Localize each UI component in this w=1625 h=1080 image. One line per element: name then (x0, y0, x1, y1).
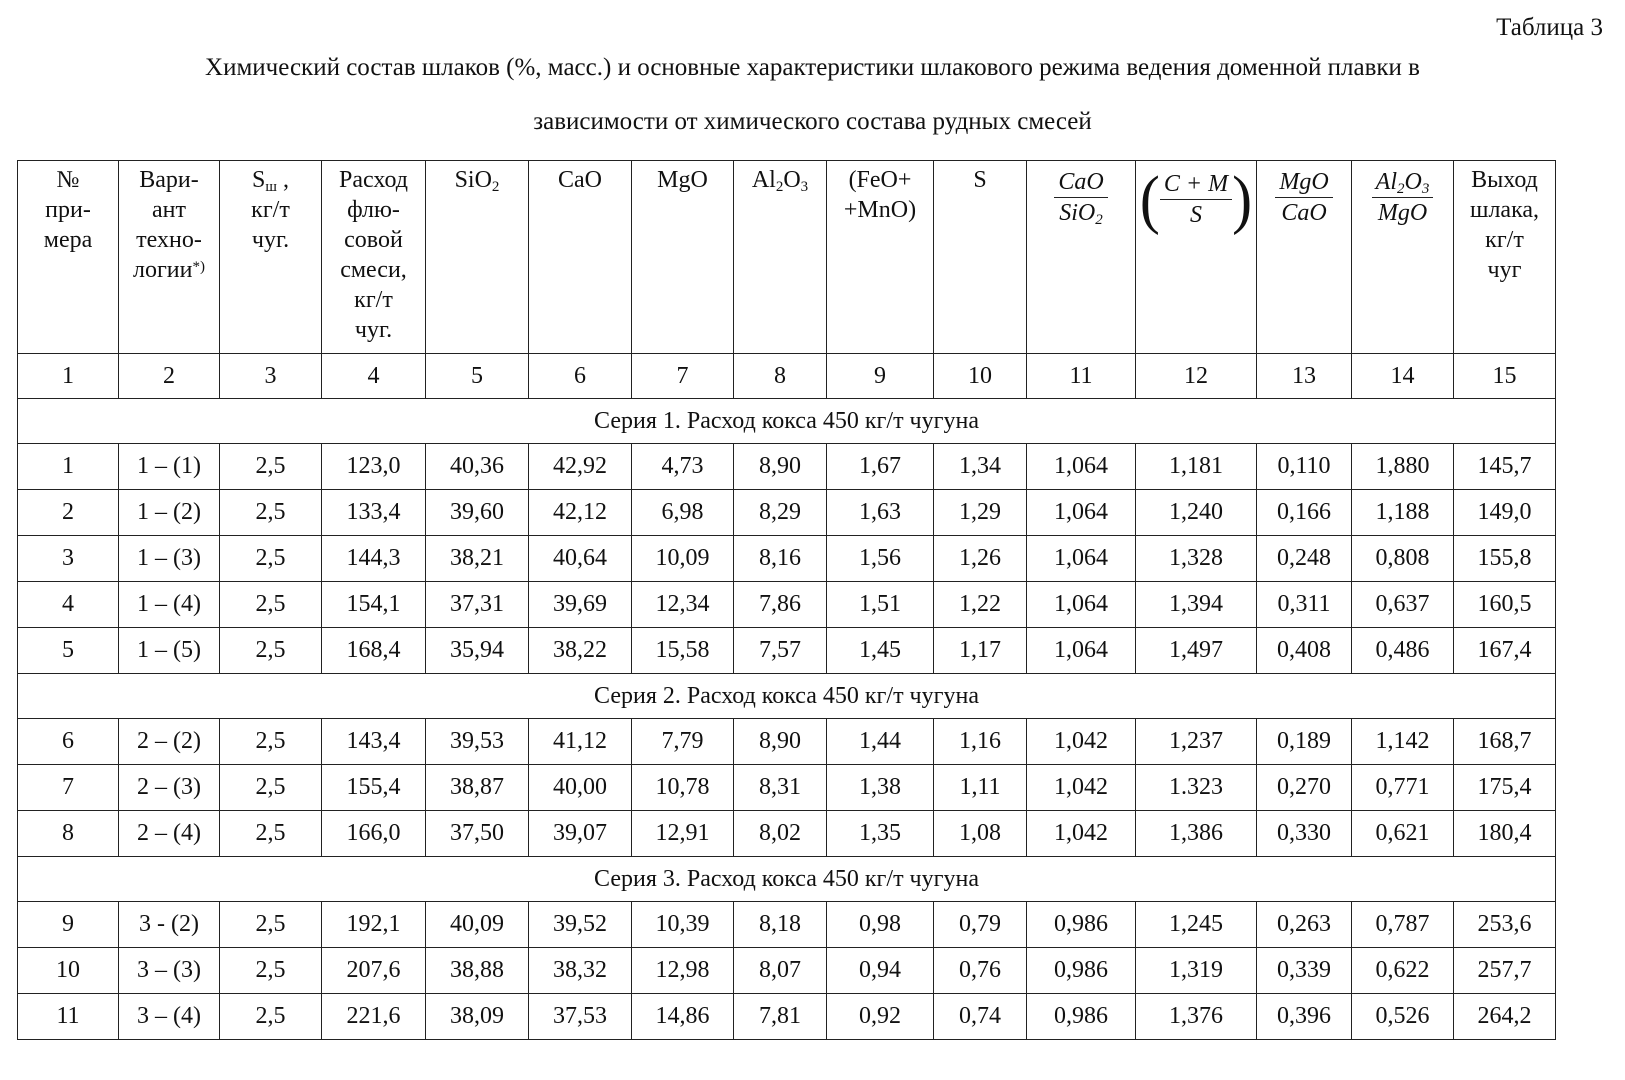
table-cell: 4,73 (632, 444, 734, 490)
table-cell: 7,86 (734, 582, 827, 628)
table-cell: 1,56 (827, 536, 934, 582)
header-flux-consumption: Расход флю- совой смеси, кг/т чуг. (322, 161, 426, 354)
table-cell: 1 (18, 444, 119, 490)
table-row (18, 902, 1556, 948)
series-heading-row (18, 857, 1556, 902)
table-cell: 0,98 (827, 902, 934, 948)
table-cell: 0,311 (1257, 582, 1352, 628)
table-cell: 253,6 (1454, 902, 1556, 948)
table-cell: 1,188 (1352, 490, 1454, 536)
table-cell: 2,5 (220, 719, 322, 765)
header-row (18, 161, 1556, 354)
table-caption-line-1: Химический состав шлаков (%, масс.) и основные характеристики шлакового режима ведения доменной плавки в (205, 54, 1420, 81)
table-cell: 8,02 (734, 811, 827, 857)
table-cell: 1.323 (1136, 765, 1257, 811)
table-cell: 0,189 (1257, 719, 1352, 765)
table-cell: 2 – (4) (119, 811, 220, 857)
column-number-cell: 2 (119, 354, 220, 399)
table-cell: 4 (18, 582, 119, 628)
table-cell: 39,69 (529, 582, 632, 628)
table-cell: 2,5 (220, 536, 322, 582)
series-heading-row (18, 399, 1556, 444)
table-cell: 42,92 (529, 444, 632, 490)
table-cell: 41,12 (529, 719, 632, 765)
table-cell: 3 – (4) (119, 994, 220, 1040)
table-cell: 8,90 (734, 444, 827, 490)
table-cell: 0,526 (1352, 994, 1454, 1040)
table-cell: 1,328 (1136, 536, 1257, 582)
column-number-cell: 15 (1454, 354, 1556, 399)
table-cell: 1 – (1) (119, 444, 220, 490)
column-number-cell: 13 (1257, 354, 1352, 399)
table-cell: 0,396 (1257, 994, 1352, 1040)
table-cell: 37,50 (426, 811, 529, 857)
series-title: Серия 3. Расход кокса 450 кг/т чугуна (18, 857, 1556, 902)
table-cell: 123,0 (322, 444, 426, 490)
series-title: Серия 2. Расход кокса 450 кг/т чугуна (18, 674, 1556, 719)
table-cell: 0,787 (1352, 902, 1454, 948)
table-cell: 2,5 (220, 582, 322, 628)
table-cell: 0,110 (1257, 444, 1352, 490)
table-cell: 38,22 (529, 628, 632, 674)
table-cell: 7,81 (734, 994, 827, 1040)
table-cell: 168,4 (322, 628, 426, 674)
table-cell: 7,57 (734, 628, 827, 674)
table-cell: 1,386 (1136, 811, 1257, 857)
table-cell: 0,79 (934, 902, 1027, 948)
table-row (18, 948, 1556, 994)
column-number-cell: 5 (426, 354, 529, 399)
table-cell: 1,67 (827, 444, 934, 490)
table-cell: 15,58 (632, 628, 734, 674)
table-label: Таблица 3 (1496, 14, 1603, 41)
table-cell: 40,64 (529, 536, 632, 582)
table-cell: 0,622 (1352, 948, 1454, 994)
header-example-number: № при- мера (18, 161, 119, 354)
table-cell: 1,376 (1136, 994, 1257, 1040)
slag-composition-table (17, 160, 1556, 1040)
table-row (18, 765, 1556, 811)
column-number-row (18, 354, 1556, 399)
table-cell: 37,31 (426, 582, 529, 628)
table-cell: 1,042 (1027, 719, 1136, 765)
column-number-cell: 6 (529, 354, 632, 399)
table-cell: 2,5 (220, 490, 322, 536)
column-number-cell: 11 (1027, 354, 1136, 399)
table-row (18, 994, 1556, 1040)
table-cell: 0,92 (827, 994, 934, 1040)
table-cell: 0,166 (1257, 490, 1352, 536)
table-cell: 155,4 (322, 765, 426, 811)
table-cell: 10,09 (632, 536, 734, 582)
table-cell: 1 – (5) (119, 628, 220, 674)
table-cell: 5 (18, 628, 119, 674)
table-cell: 8,18 (734, 902, 827, 948)
table-cell: 1,240 (1136, 490, 1257, 536)
table-cell: 1,237 (1136, 719, 1257, 765)
table-cell: 180,4 (1454, 811, 1556, 857)
table-cell: 0,986 (1027, 948, 1136, 994)
table-row (18, 536, 1556, 582)
table-cell: 207,6 (322, 948, 426, 994)
table-cell: 1,45 (827, 628, 934, 674)
table-cell: 0,486 (1352, 628, 1454, 674)
table-cell: 0,808 (1352, 536, 1454, 582)
header-sio2: SiO$_2$ (426, 161, 529, 354)
series-heading-row (18, 674, 1556, 719)
table-row (18, 628, 1556, 674)
table-cell: 1,11 (934, 765, 1027, 811)
table-cell: 1,181 (1136, 444, 1257, 490)
column-number-cell: 10 (934, 354, 1027, 399)
table-cell: 143,4 (322, 719, 426, 765)
table-row (18, 490, 1556, 536)
header-cm-s-ratio: ( $\frac{C + M}{S}$ ) (1136, 161, 1257, 354)
table-cell: 2,5 (220, 948, 322, 994)
table-cell: 39,60 (426, 490, 529, 536)
table-cell: 39,53 (426, 719, 529, 765)
table-cell: 264,2 (1454, 994, 1556, 1040)
column-number-cell: 7 (632, 354, 734, 399)
table-cell: 11 (18, 994, 119, 1040)
table-cell: 175,4 (1454, 765, 1556, 811)
table-cell: 160,5 (1454, 582, 1556, 628)
table-cell: 1,44 (827, 719, 934, 765)
table-cell: 8,29 (734, 490, 827, 536)
table-cell: 0,270 (1257, 765, 1352, 811)
table-cell: 1,63 (827, 490, 934, 536)
table-cell: 12,34 (632, 582, 734, 628)
table-cell: 133,4 (322, 490, 426, 536)
table-cell: 192,1 (322, 902, 426, 948)
table-cell: 154,1 (322, 582, 426, 628)
table-cell: 37,53 (529, 994, 632, 1040)
table-cell: 39,52 (529, 902, 632, 948)
table-cell: 1,245 (1136, 902, 1257, 948)
table-cell: 0,76 (934, 948, 1027, 994)
column-number-cell: 1 (18, 354, 119, 399)
table-cell: 1 – (2) (119, 490, 220, 536)
table-cell: 39,07 (529, 811, 632, 857)
table-cell: 1,064 (1027, 628, 1136, 674)
table-cell: 1,16 (934, 719, 1027, 765)
table-cell: 7 (18, 765, 119, 811)
table-cell: 38,87 (426, 765, 529, 811)
table-cell: 2 – (2) (119, 719, 220, 765)
column-number-cell: 12 (1136, 354, 1257, 399)
table-cell: 257,7 (1454, 948, 1556, 994)
table-cell: 0,621 (1352, 811, 1454, 857)
table-cell: 1,34 (934, 444, 1027, 490)
table-cell: 0,339 (1257, 948, 1352, 994)
table-cell: 6 (18, 719, 119, 765)
table-cell: 8,16 (734, 536, 827, 582)
table-cell: 1,064 (1027, 536, 1136, 582)
table-cell: 149,0 (1454, 490, 1556, 536)
table-cell: 35,94 (426, 628, 529, 674)
table-cell: 1,497 (1136, 628, 1257, 674)
table-cell: 8,90 (734, 719, 827, 765)
table-cell: 1,38 (827, 765, 934, 811)
table-cell: 1 – (4) (119, 582, 220, 628)
table-cell: 38,09 (426, 994, 529, 1040)
column-number-cell: 4 (322, 354, 426, 399)
table-cell: 1,08 (934, 811, 1027, 857)
table-cell: 0,94 (827, 948, 934, 994)
table-cell: 0,771 (1352, 765, 1454, 811)
table-cell: 2,5 (220, 811, 322, 857)
table-cell: 12,91 (632, 811, 734, 857)
table-cell: 2,5 (220, 994, 322, 1040)
table-cell: 42,12 (529, 490, 632, 536)
header-technology-variant: Вари- ант техно- логии*) (119, 161, 220, 354)
table-cell: 40,00 (529, 765, 632, 811)
header-sulfur: S (934, 161, 1027, 354)
table-cell: 221,6 (322, 994, 426, 1040)
table-cell: 7,79 (632, 719, 734, 765)
header-sulfur-load: $S_ш$ , кг/т чуг. (220, 161, 322, 354)
table-cell: 0,408 (1257, 628, 1352, 674)
table-cell: 40,09 (426, 902, 529, 948)
table-cell: 1,26 (934, 536, 1027, 582)
table-cell: 0,263 (1257, 902, 1352, 948)
table-cell: 1,35 (827, 811, 934, 857)
table-row (18, 719, 1556, 765)
column-number-cell: 3 (220, 354, 322, 399)
table-cell: 3 – (3) (119, 948, 220, 994)
column-number-cell: 14 (1352, 354, 1454, 399)
table-row (18, 444, 1556, 490)
table-cell: 10 (18, 948, 119, 994)
table-cell: 0,74 (934, 994, 1027, 1040)
header-al2o3-mgo-ratio: $\frac{Al_2O_3}{\text{MgO}}$ (1352, 161, 1454, 354)
table-cell: 3 - (2) (119, 902, 220, 948)
table-cell: 38,88 (426, 948, 529, 994)
table-cell: 0,986 (1027, 902, 1136, 948)
header-al2o3: $Al_2O_3$ (734, 161, 827, 354)
table-cell: 8,07 (734, 948, 827, 994)
table-cell: 166,0 (322, 811, 426, 857)
table-cell: 14,86 (632, 994, 734, 1040)
table-cell: 1,319 (1136, 948, 1257, 994)
table-cell: 40,36 (426, 444, 529, 490)
table-cell: 8 (18, 811, 119, 857)
column-number-cell: 8 (734, 354, 827, 399)
table-cell: 1,17 (934, 628, 1027, 674)
table-cell: 2,5 (220, 765, 322, 811)
table-cell: 1,042 (1027, 765, 1136, 811)
table-cell: 9 (18, 902, 119, 948)
table-cell: 2,5 (220, 628, 322, 674)
table-cell: 1,22 (934, 582, 1027, 628)
table-cell: 6,98 (632, 490, 734, 536)
table-cell: 0,637 (1352, 582, 1454, 628)
header-cao: CaO (529, 161, 632, 354)
table-cell: 1,29 (934, 490, 1027, 536)
table-cell: 167,4 (1454, 628, 1556, 674)
header-mgo-cao-ratio: $\frac{\text{MgO}}{\text{CaO}}$ (1257, 161, 1352, 354)
table-cell: 155,8 (1454, 536, 1556, 582)
table-cell: 1 – (3) (119, 536, 220, 582)
table-cell: 3 (18, 536, 119, 582)
table-cell: 0,986 (1027, 994, 1136, 1040)
table-cell: 1,51 (827, 582, 934, 628)
table-cell: 2 (18, 490, 119, 536)
table-cell: 38,32 (529, 948, 632, 994)
table-cell: 8,31 (734, 765, 827, 811)
table-cell: 12,98 (632, 948, 734, 994)
series-title: Серия 1. Расход кокса 450 кг/т чугуна (18, 399, 1556, 444)
table-cell: 1,064 (1027, 490, 1136, 536)
table-caption-line-2: зависимости от химического состава рудных смесей (533, 108, 1092, 135)
table-cell: 2 – (3) (119, 765, 220, 811)
table-cell: 10,78 (632, 765, 734, 811)
header-mgo: MgO (632, 161, 734, 354)
column-number-cell: 9 (827, 354, 934, 399)
table-cell: 145,7 (1454, 444, 1556, 490)
table-cell: 2,5 (220, 902, 322, 948)
table-cell: 1,042 (1027, 811, 1136, 857)
table-cell: 1,394 (1136, 582, 1257, 628)
table-cell: 0,330 (1257, 811, 1352, 857)
header-cao-sio2-ratio: $\frac{\text{CaO}}{SiO_2}$ (1027, 161, 1136, 354)
header-feo-mno: (FeO+ +MnO) (827, 161, 934, 354)
table-cell: 1,880 (1352, 444, 1454, 490)
table-cell: 1,064 (1027, 582, 1136, 628)
table-cell: 1,142 (1352, 719, 1454, 765)
table-cell: 168,7 (1454, 719, 1556, 765)
table-row (18, 582, 1556, 628)
table-cell: 1,064 (1027, 444, 1136, 490)
table-cell: 144,3 (322, 536, 426, 582)
table-cell: 0,248 (1257, 536, 1352, 582)
table-row (18, 811, 1556, 857)
table-cell: 38,21 (426, 536, 529, 582)
table-cell: 10,39 (632, 902, 734, 948)
header-slag-yield: Выход шлака, кг/т чуг (1454, 161, 1556, 354)
table-cell: 2,5 (220, 444, 322, 490)
